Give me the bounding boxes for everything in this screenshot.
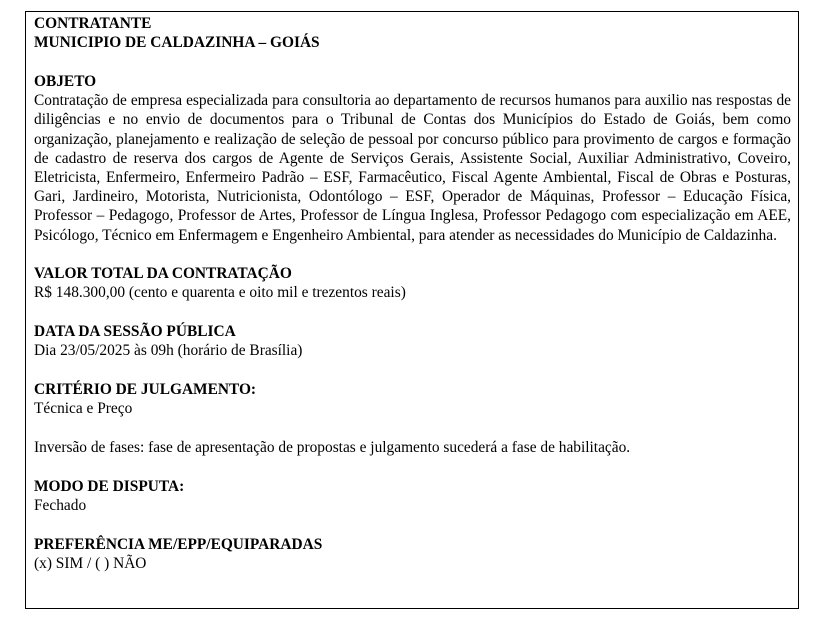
data-sessao-heading: DATA DA SESSÃO PÚBLICA — [34, 323, 236, 341]
criterio-section — [34, 380, 791, 457]
valor-total-section — [34, 264, 791, 302]
modo-disputa-value: Fechado — [34, 496, 87, 514]
modo-disputa-section — [34, 477, 791, 515]
contratante-value: MUNICIPIO DE CALDAZINHA – GOIÁS — [34, 34, 320, 52]
preferencia-section — [34, 535, 791, 573]
criterio-note: Inversão de fases: fase de apresentação de propostas e julgamento sucederá a fase de habilitação. — [34, 438, 631, 456]
objeto-heading: OBJETO — [34, 72, 97, 90]
objeto-text: Contratação de empresa especializada para consultoria ao departamento de recursos humanos para auxilio nas respostas de diligências e no envio de documentos para o Tribunal de Contas dos Municípios do Estado de Goiás, bem como organização, planejamento e realização de seleção de pessoal por concurso público para provimento de cargos e formação de cadastro de reserva dos cargos de Agente de Serviços Gerais, Assistente Social, Auxiliar Administrativo, Coveiro, Eletricista, Enfermeiro, Enfermeiro Padrão – ESF, Farmacêutico, Fiscal Agente Ambiental, Fiscal de Obras e Posturas, Gari, Jardineiro, Motorista, Nutricionista, Odontólogo – ESF, Operador de Máquinas, Professor – Educação Física, Professor – Pedagogo, Professor de Artes, Professor de Língua Inglesa, Professor Pedagogo com especialização em AEE, Psicólogo, Técnico em Enfermagem e Engenheiro Ambiental, para atender as necessidades do Município de Caldazinha. — [34, 92, 791, 244]
data-sessao-value: Dia 23/05/2025 às 09h (horário de Brasília) — [34, 342, 303, 360]
preferencia-heading: PREFERÊNCIA ME/EPP/EQUIPARADAS — [34, 535, 323, 553]
criterio-value: Técnica e Preço — [34, 400, 133, 418]
modo-disputa-heading: MODO DE DISPUTA: — [34, 477, 185, 495]
contratante-heading: CONTRATANTE — [34, 15, 152, 32]
contratante-section — [34, 14, 791, 52]
document-body — [34, 14, 791, 573]
preferencia-value: (x) SIM / ( ) NÃO — [34, 554, 147, 572]
valor-total-value: R$ 148.300,00 (cento e quarenta e oito mil e trezentos reais) — [34, 284, 406, 302]
data-sessao-section — [34, 322, 791, 360]
valor-total-heading: VALOR TOTAL DA CONTRATAÇÃO — [34, 265, 292, 283]
criterio-heading: CRITÉRIO DE JULGAMENTO: — [34, 381, 257, 399]
objeto-section — [34, 72, 791, 245]
